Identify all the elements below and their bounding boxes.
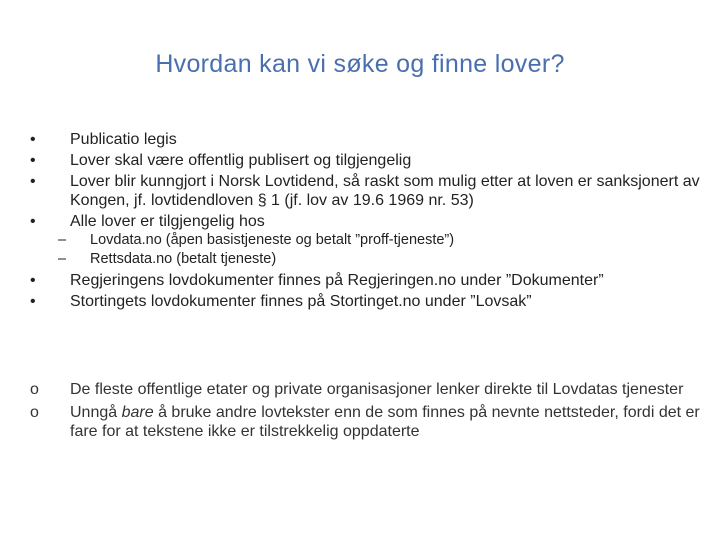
note-item: o De fleste offentlige etater og private organisasjoner lenker direkte til Lovdatas tjenester xyxy=(30,381,684,398)
sub-bullet-item: – Lovdata.no (åpen basistjeneste og betalt ”proff-tjeneste”) xyxy=(58,232,455,248)
bullet-item: • Stortingets lovdokumenter finnes på Stortinget.no under ”Lovsak” xyxy=(30,293,532,310)
circle-bullet-icon: o xyxy=(30,381,39,398)
sub-bullet-item: – Rettsdata.no (betalt tjeneste) xyxy=(58,251,277,267)
notes-list xyxy=(30,380,700,441)
bullet-item: • Lover skal være offentlig publisert og tilgjengelig xyxy=(30,152,412,169)
main-bullet-list xyxy=(30,130,700,313)
sub-bullet-list xyxy=(58,231,700,269)
bullet-icon: • xyxy=(30,293,36,310)
bullet-icon: • xyxy=(30,152,36,169)
bullet-item: • Regjeringens lovdokumenter finnes på Regjeringen.no under ”Dokumenter” xyxy=(30,272,604,289)
bullet-item: • Alle lover er tilgjengelig hos – Lovdata.no (åpen basistjeneste og betalt ”proff-tjeneste”) – Rettsdata.no (betalt tjeneste) xyxy=(30,212,700,269)
bullet-icon: • xyxy=(30,131,36,148)
bullet-icon: • xyxy=(30,272,36,289)
bullet-item: • Lover blir kunngjort i Norsk Lovtidend, så raskt som mulig etter at loven er sanksjonert av Kongen, jf. lovtidendloven § 1 (jf. lov av 19.6 1969 nr. 53) xyxy=(30,173,700,209)
bullet-item: • Publicatio legis xyxy=(30,131,177,148)
slide-title: Hvordan kan vi søke og finne lover? xyxy=(155,50,565,78)
bullet-icon: • xyxy=(30,173,36,190)
dash-icon: – xyxy=(58,232,67,248)
note-item: o Unngå bare å bruke andre lovtekster enn de som finnes på nevnte nettsteder, fordi det er fare for at tekstene ikke er tilstrekkelig oppdaterte xyxy=(30,404,700,440)
dash-icon: – xyxy=(58,251,67,267)
bullet-icon: • xyxy=(30,213,36,230)
circle-bullet-icon: o xyxy=(30,404,39,421)
